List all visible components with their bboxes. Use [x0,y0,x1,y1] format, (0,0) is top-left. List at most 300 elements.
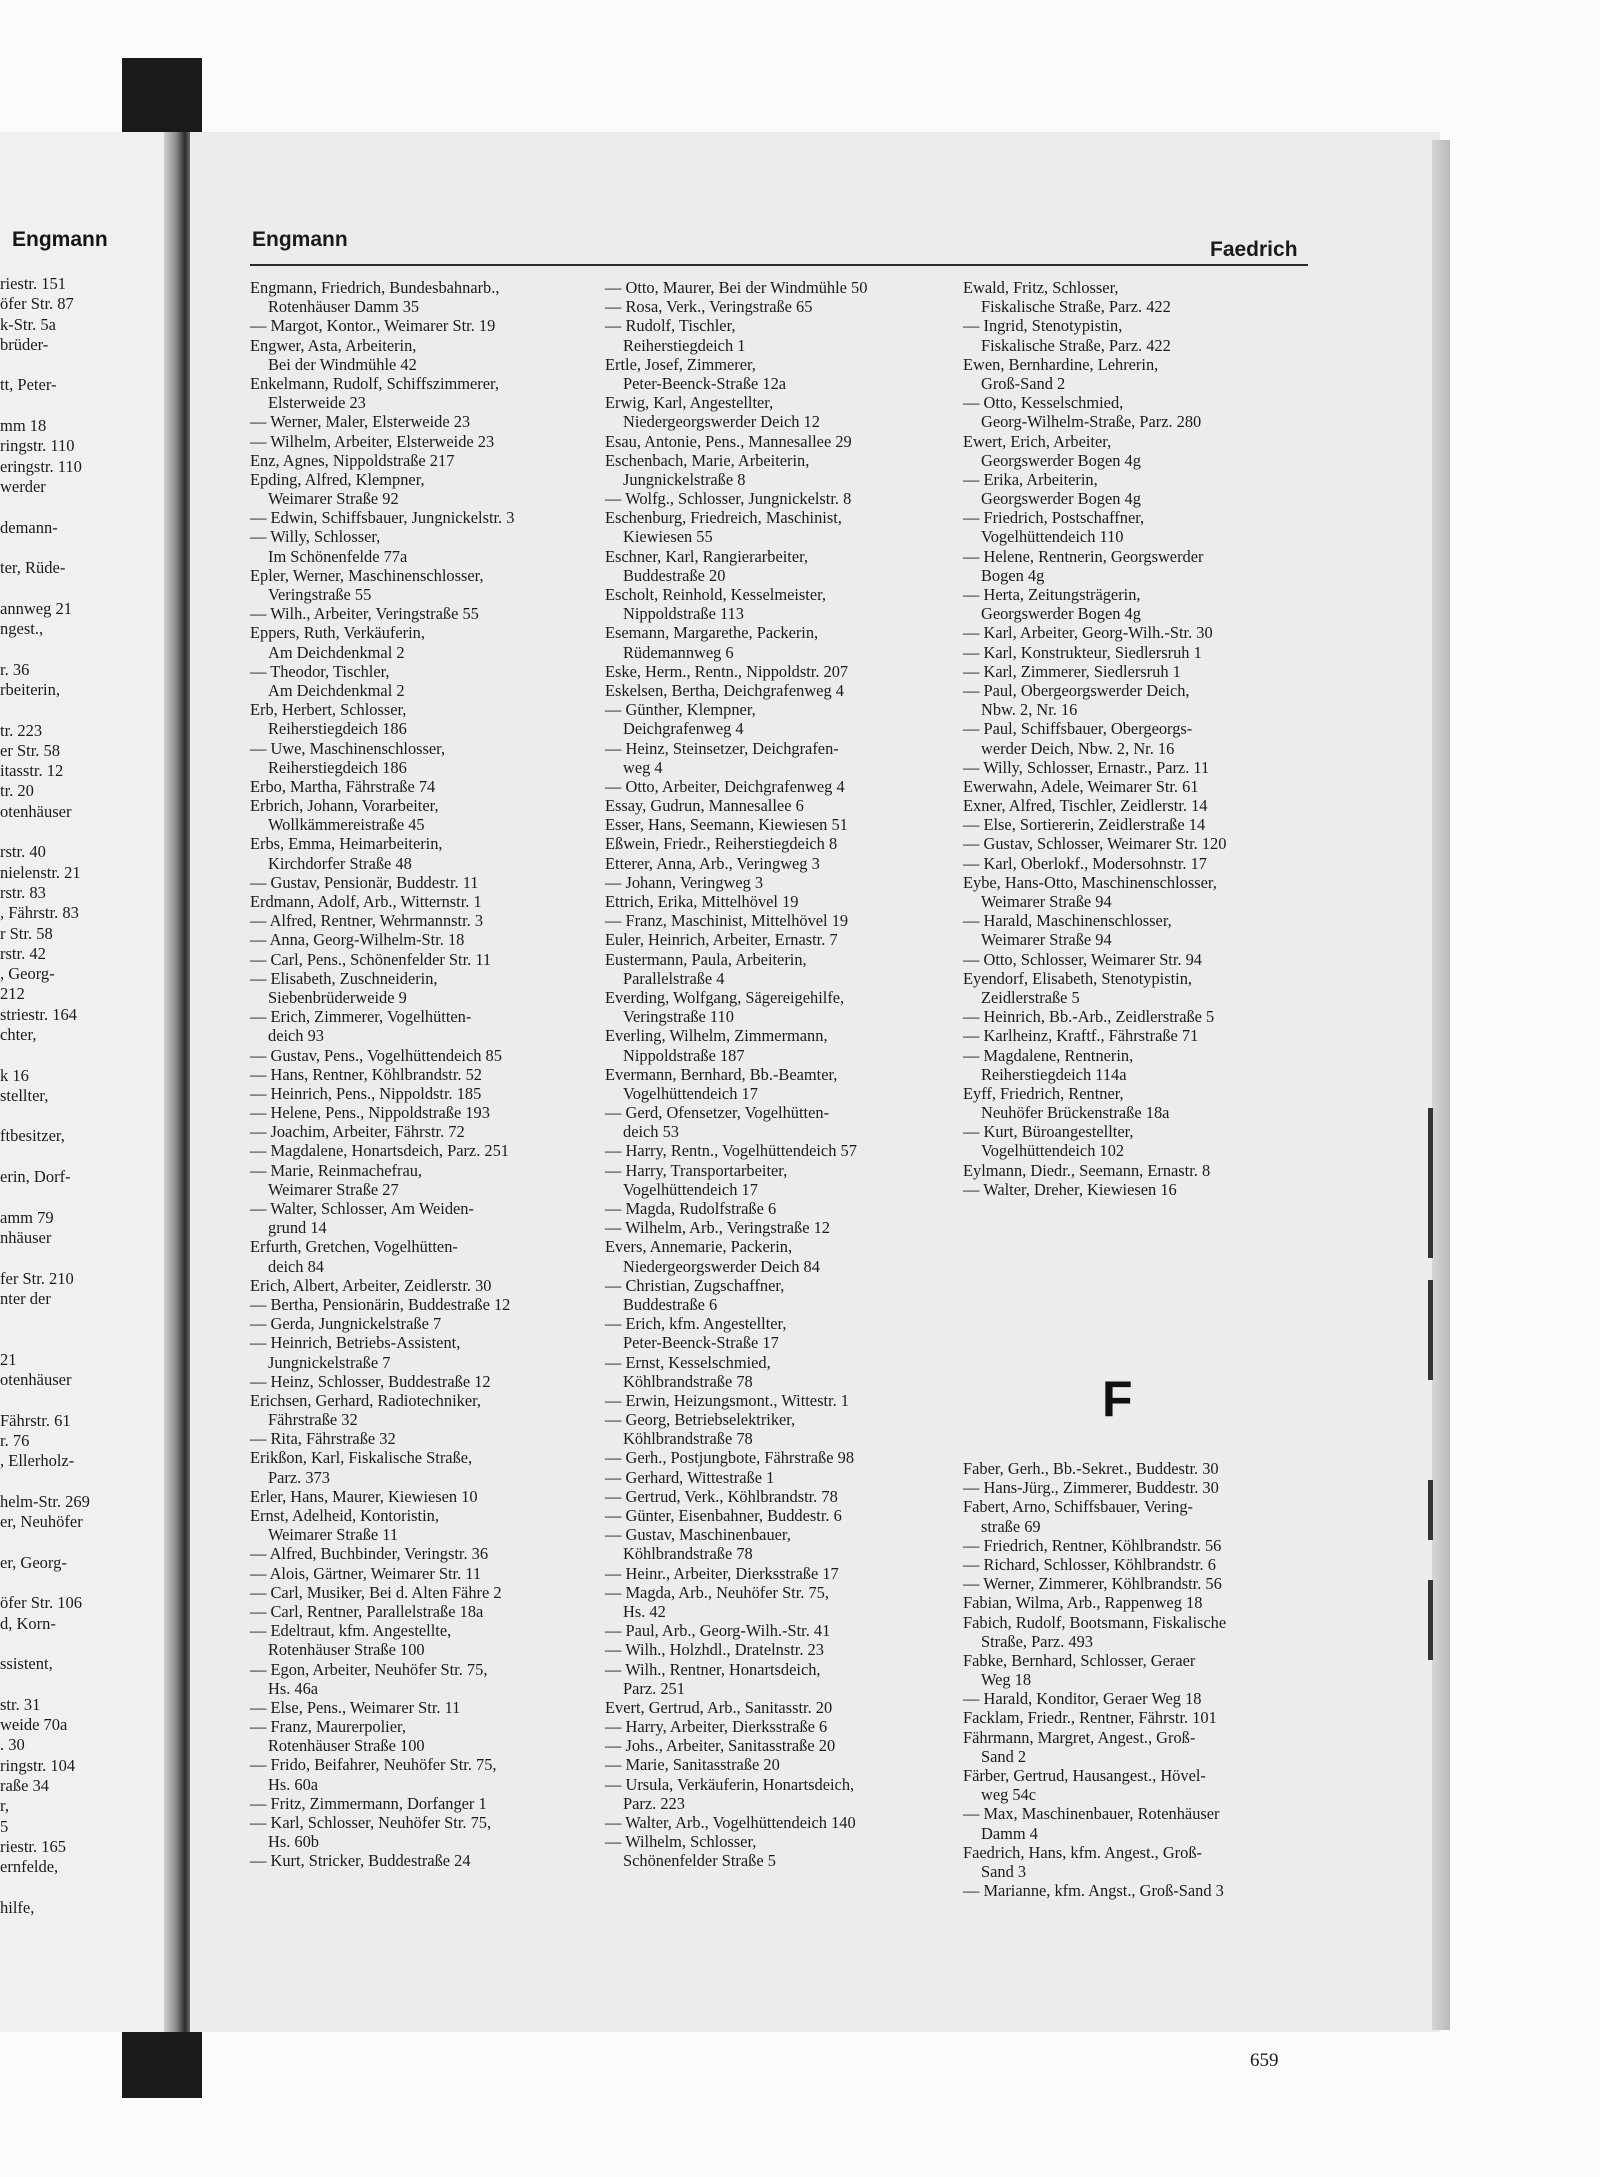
directory-entry: — Richard, Schlosser, Köhlbrandstr. 6 [963,1554,1216,1574]
entry-continuation: Vogelhüttendeich 110 [981,527,1124,547]
entry-continuation: Bei der Windmühle 42 [268,354,417,374]
column-3-e-entries [963,278,1308,1199]
directory-entry: Fabich, Rudolf, Bootsmann, Fiskalische [963,1612,1227,1632]
left-page-entries [0,274,168,1918]
directory-entry: — Gerd, Ofensetzer, Vogelhütten- [605,1103,830,1123]
left-page-line: , Fährstr. 83 [0,903,79,923]
directory-entry: — Alfred, Rentner, Wehrmannstr. 3 [250,911,484,931]
entry-continuation: Schönenfelder Straße 5 [623,1851,776,1871]
left-page-line: str. 31 [0,1694,41,1714]
directory-entry: — Anna, Georg-Wilhelm-Str. 18 [250,930,465,950]
entry-continuation: Bogen 4g [981,565,1045,585]
left-page-line [0,1877,168,1897]
left-page-line: k 16 [0,1065,29,1085]
entry-continuation: Zeidlerstraße 5 [981,987,1080,1007]
left-page-line [0,639,168,659]
entry-continuation: Georgswerder Bogen 4g [981,489,1141,509]
left-page-line: tt, Peter- [0,375,57,395]
directory-entry: — Christian, Zugschaffner, [605,1275,785,1295]
directory-entry: — Willy, Schlosser, Ernastr., Parz. 11 [963,757,1210,777]
left-page-line: hilfe, [0,1897,35,1917]
directory-entry: — Marie, Sanitasstraße 20 [605,1755,780,1775]
header-rule [250,264,1308,266]
left-page-line: , Georg- [0,964,55,984]
entry-continuation: Rotenhäuser Damm 35 [268,297,420,317]
left-page-line [0,1329,168,1349]
directory-entry: — Paul, Schiffsbauer, Obergeorgs- [963,719,1193,739]
entry-continuation: Weimarer Straße 94 [981,930,1112,950]
left-page-line: eringstr. 110 [0,456,82,476]
entry-continuation: Hs. 46a [268,1678,319,1698]
left-page-line [0,1532,168,1552]
entry-continuation: Niedergeorgswerder Deich 84 [623,1256,820,1276]
directory-entry: — Magdalene, Honartsdeich, Parz. 251 [250,1141,509,1161]
directory-entry: — Friedrich, Rentner, Köhlbrandstr. 56 [963,1535,1222,1555]
page-header-left: Engmann [252,228,348,251]
directory-entry: — Karl, Schlosser, Neuhöfer Str. 75, [250,1813,492,1832]
directory-entry: — Hans, Rentner, Köhlbrandstr. 52 [250,1064,482,1084]
left-page-line: annweg 21 [0,598,72,618]
entry-continuation: Rüdemannweg 6 [623,642,734,662]
entry-continuation: Parz. 373 [268,1467,330,1487]
directory-entry: Ettrich, Erika, Mittelhövel 19 [605,892,799,911]
left-page-line [0,578,168,598]
entry-continuation: straße 69 [981,1516,1041,1536]
entry-continuation: werder Deich, Nbw. 2, Nr. 16 [981,738,1175,758]
directory-entry: Erwig, Karl, Angestellter, [605,393,774,413]
directory-entry: Erler, Hans, Maurer, Kiewiesen 10 [250,1486,478,1506]
directory-entry: — Frido, Beifahrer, Neuhöfer Str. 75, [250,1755,497,1775]
directory-entry: — Harry, Rentn., Vogelhüttendeich 57 [605,1141,857,1161]
directory-entry: — Wolfg., Schlosser, Jungnickelstr. 8 [605,489,852,509]
left-page-line: ter, Rüde- [0,558,66,578]
left-page-line: erin, Dorf- [0,1167,71,1187]
left-page-line: nielenstr. 21 [0,862,81,882]
directory-entry: Eschenburg, Friedreich, Maschinist, [605,508,842,528]
entry-continuation: Weimarer Straße 94 [981,892,1112,911]
directory-entry: — Egon, Arbeiter, Neuhöfer Str. 75, [250,1659,488,1679]
directory-entry: — Erika, Arbeiterin, [963,469,1098,489]
left-page-line: rstr. 83 [0,882,46,902]
directory-entry: Escholt, Reinhold, Kesselmeister, [605,585,827,604]
directory-entry: — Karl, Oberlokf., Modersohnstr. 17 [963,853,1208,873]
directory-entry: — Margot, Kontor., Weimarer Str. 19 [250,316,496,336]
directory-entry: — Gustav, Pensionär, Buddestr. 11 [250,872,479,892]
directory-entry: — Else, Sortiererin, Zeidlerstraße 14 [963,815,1206,835]
left-page-line: 5 [0,1816,9,1836]
left-page-line: riestr. 151 [0,274,66,293]
directory-entry: Erfurth, Gretchen, Vogelhütten- [250,1237,458,1257]
directory-entry: Eßwein, Friedr., Reiherstiegdeich 8 [605,834,838,854]
left-page-line: er Str. 58 [0,740,61,760]
left-page-line: ftbesitzer, [0,1126,65,1146]
edge-tab-mark [1428,1108,1433,1258]
entry-continuation: deich 84 [268,1256,324,1276]
left-page-line: riestr. 165 [0,1836,66,1856]
directory-entry: Esemann, Margarethe, Packerin, [605,623,819,643]
directory-entry: Fabke, Bernhard, Schlosser, Geraer [963,1650,1196,1670]
directory-entry: — Wilh., Holzhdl., Dratelnstr. 23 [605,1640,824,1660]
left-page-line: ringstr. 104 [0,1755,76,1775]
directory-entry: — Rudolf, Tischler, [605,316,736,336]
left-page [0,132,172,2032]
directory-entry: Eybe, Hans-Otto, Maschinenschlosser, [963,872,1217,892]
directory-entry: — Werner, Zimmerer, Köhlbrandstr. 56 [963,1574,1222,1594]
entry-continuation: Weimarer Straße 11 [268,1525,399,1545]
directory-entry: Epler, Werner, Maschinenschlosser, [250,565,484,585]
directory-entry: Fabian, Wilma, Arb., Rappenweg 18 [963,1593,1203,1613]
directory-entry: Ewerwahn, Adele, Weimarer Str. 61 [963,776,1199,796]
left-page-line: amm 79 [0,1207,54,1227]
entry-continuation: Georgswerder Bogen 4g [981,604,1141,624]
directory-entry: — Kurt, Stricker, Buddestraße 24 [250,1851,471,1871]
directory-entry: — Otto, Maurer, Bei der Windmühle 50 [605,278,868,297]
directory-entry: Fabert, Arno, Schiffsbauer, Vering- [963,1497,1193,1517]
directory-entry: — Georg, Betriebselektriker, [605,1410,796,1430]
directory-entry: — Willy, Schlosser, [250,527,381,547]
entry-continuation: Weg 18 [981,1670,1032,1690]
directory-entry: Ewen, Bernhardine, Lehrerin, [963,354,1159,374]
column-3-f-entries [963,1459,1308,1900]
directory-entry: — Wilhelm, Arbeiter, Elsterweide 23 [250,431,495,451]
directory-entry: — Theodor, Tischler, [250,661,390,681]
entry-continuation: deich 53 [623,1122,679,1142]
entry-continuation: Hs. 60a [268,1774,319,1794]
directory-entry: — Johs., Arbeiter, Sanitasstraße 20 [605,1736,836,1756]
entry-continuation: Köhlbrandstraße 78 [623,1544,753,1564]
left-page-line: otenhäuser [0,1370,72,1390]
left-page-line [0,1472,168,1492]
directory-entry: Esser, Hans, Seemann, Kiewiesen 51 [605,815,848,835]
entry-continuation: Am Deichdenkmal 2 [268,680,405,700]
directory-entry: — Paul, Obergeorgswerder Deich, [963,680,1190,700]
directory-entry: Eyendorf, Elisabeth, Stenotypistin, [963,968,1192,988]
entry-continuation: Georg-Wilhelm-Straße, Parz. 280 [981,412,1202,432]
directory-entry: Exner, Alfred, Tischler, Zeidlerstr. 14 [963,796,1208,816]
entry-continuation: Hs. 42 [623,1601,666,1621]
directory-entry: — Marianne, kfm. Angst., Groß-Sand 3 [963,1881,1224,1901]
left-page-line [0,1187,168,1207]
entry-continuation: Reiherstiegdeich 186 [268,719,407,739]
left-page-line [0,1634,168,1654]
entry-continuation: Veringstraße 55 [268,585,372,604]
left-page-line [0,1674,168,1694]
directory-entry: — Edwin, Schiffsbauer, Jungnickelstr. 3 [250,508,515,528]
directory-entry: Ertle, Josef, Zimmerer, [605,354,756,374]
entry-continuation: Parz. 251 [623,1678,685,1698]
column-3 [963,278,1308,1199]
column-1 [250,278,600,1871]
entry-continuation: Jungnickelstraße 7 [268,1352,391,1372]
directory-entry: — Ursula, Verkäuferin, Honartsdeich, [605,1774,855,1794]
left-page-line: r, [0,1796,9,1816]
entry-continuation: Buddestraße 20 [623,565,726,585]
edge-tab-mark [1428,1580,1433,1660]
entry-continuation: Rotenhäuser Straße 100 [268,1640,425,1660]
left-page-line: ringstr. 110 [0,436,75,456]
left-page-line: ngest., [0,619,44,639]
directory-entry: — Joachim, Arbeiter, Fährstr. 72 [250,1122,465,1142]
directory-entry: Engmann, Friedrich, Bundesbahnarb., [250,278,500,297]
left-page-line: tr. 20 [0,781,34,801]
left-page-line: rstr. 42 [0,943,46,963]
directory-entry: Eschenbach, Marie, Arbeiterin, [605,450,810,470]
left-page-line [0,1309,168,1329]
directory-entry: — Wilh., Rentner, Honartsdeich, [605,1659,821,1679]
entry-continuation: Weimarer Straße 92 [268,489,399,509]
column-2 [605,278,951,1871]
entry-continuation: Vogelhüttendeich 102 [981,1141,1125,1161]
entry-continuation: Wollkämmereistraße 45 [268,815,425,835]
directory-entry: Epding, Alfred, Klempner, [250,469,425,489]
entry-continuation: Köhlbrandstraße 78 [623,1429,753,1449]
entry-continuation: Rotenhäuser Straße 100 [268,1736,425,1756]
directory-entry: Etterer, Anna, Arb., Veringweg 3 [605,853,820,873]
entry-continuation: Siebenbrüderweide 9 [268,987,407,1007]
directory-entry: — Helene, Rentnerin, Georgswerder [963,546,1204,566]
directory-entry: — Heinrich, Pens., Nippoldstr. 185 [250,1083,482,1103]
entry-continuation: Weimarer Straße 27 [268,1179,399,1199]
entry-continuation: Vogelhüttendeich 17 [623,1179,758,1199]
left-page-line: ssistent, [0,1654,53,1674]
directory-entry: Euler, Heinrich, Arbeiter, Ernastr. 7 [605,930,838,950]
left-page-line: fer Str. 210 [0,1268,74,1288]
directory-entry: — Franz, Maurerpolier, [250,1717,406,1737]
directory-entry: — Walter, Dreher, Kiewiesen 16 [963,1179,1177,1199]
entry-continuation: weg 54c [981,1785,1037,1805]
directory-entry: Evert, Gertrud, Arb., Sanitasstr. 20 [605,1697,833,1717]
directory-entry: Eppers, Ruth, Verkäuferin, [250,623,425,643]
directory-entry: — Wilh., Arbeiter, Veringstraße 55 [250,604,479,624]
entry-continuation: Elsterweide 23 [268,393,366,413]
left-page-line: Fährstr. 61 [0,1410,71,1430]
directory-entry: Eylmann, Diedr., Seemann, Ernastr. 8 [963,1160,1211,1180]
entry-continuation: Veringstraße 110 [623,1007,734,1027]
directory-entry: — Karl, Arbeiter, Georg-Wilh.-Str. 30 [963,623,1213,643]
directory-entry: — Heinz, Steinsetzer, Deichgrafen- [605,738,839,758]
left-page-line: r Str. 58 [0,923,53,943]
edge-tab-mark [1428,1280,1433,1380]
directory-entry: — Werner, Maler, Elsterweide 23 [250,412,471,432]
directory-entry: — Franz, Maschinist, Mittelhövel 19 [605,911,849,931]
left-page-line: rbeiterin, [0,679,61,699]
entry-continuation: Parallelstraße 4 [623,968,725,988]
left-page-line: werder [0,476,46,496]
directory-entry: — Johann, Veringweg 3 [605,872,764,892]
directory-entry: Facklam, Friedr., Rentner, Fährstr. 101 [963,1708,1217,1728]
left-page-line: 21 [0,1349,17,1369]
entry-continuation: Buddestraße 6 [623,1294,718,1314]
left-page-header: Engmann [12,228,108,251]
left-page-line: brüder- [0,334,49,354]
left-page-line: striestr. 164 [0,1004,77,1024]
directory-entry: — Gerda, Jungnickelstraße 7 [250,1314,442,1334]
directory-entry: — Walter, Schlosser, Am Weiden- [250,1199,474,1218]
directory-entry: — Fritz, Zimmermann, Dorfanger 1 [250,1793,487,1813]
directory-entry: — Günther, Klempner, [605,700,756,720]
entry-continuation: Nbw. 2, Nr. 16 [981,700,1078,720]
directory-entry: Erich, Albert, Arbeiter, Zeidlerstr. 30 [250,1275,492,1295]
entry-continuation: Im Schönenfelde 77a [268,546,408,566]
directory-entry: Eschner, Karl, Rangierarbeiter, [605,546,809,566]
directory-entry: — Helene, Pens., Nippoldstraße 193 [250,1103,490,1123]
directory-entry: — Otto, Arbeiter, Deichgrafenweg 4 [605,776,845,796]
section-letter: F [1102,1371,1133,1427]
left-page-line: öfer Str. 106 [0,1593,83,1613]
left-page-line: nhäuser [0,1227,52,1247]
directory-entry: — Alois, Gärtner, Weimarer Str. 11 [250,1563,482,1583]
directory-entry: — Paul, Arb., Georg-Wilh.-Str. 41 [605,1621,831,1641]
directory-entry: Ernst, Adelheid, Kontoristin, [250,1506,439,1525]
directory-entry: — Heinrich, Betriebs-Assistent, [250,1333,461,1353]
entry-continuation: Jungnickelstraße 8 [623,469,746,489]
entry-continuation: Peter-Beenck-Straße 17 [623,1333,779,1353]
left-page-line: itasstr. 12 [0,761,64,781]
directory-entry: — Rosa, Verk., Veringstraße 65 [605,297,813,317]
directory-entry: — Otto, Schlosser, Weimarer Str. 94 [963,949,1202,969]
entry-continuation: Fährstraße 32 [268,1410,358,1430]
directory-entry: — Ingrid, Stenotypistin, [963,316,1123,336]
entry-continuation: Reiherstiegdeich 114a [981,1064,1127,1084]
directory-entry: — Erwin, Heizungsmont., Wittestr. 1 [605,1390,849,1410]
left-page-line [0,1147,168,1167]
directory-entry: — Harald, Maschinenschlosser, [963,911,1172,931]
directory-entry: — Wilhelm, Schlosser, [605,1832,757,1852]
directory-entry: Eskelsen, Bertha, Deichgrafenweg 4 [605,680,844,700]
page-number: 659 [1250,2050,1279,2071]
directory-entry: — Harald, Konditor, Geraer Weg 18 [963,1689,1202,1709]
left-page-line: . 30 [0,1735,25,1755]
left-page-line: chter, [0,1024,37,1044]
entry-continuation: Fiskalische Straße, Parz. 422 [981,297,1171,317]
left-page-line [0,497,168,517]
left-page-line: demann- [0,517,58,537]
directory-entry: Färber, Gertrud, Hausangest., Hövel- [963,1766,1206,1785]
directory-entry: — Gustav, Pens., Vogelhüttendeich 85 [250,1045,502,1065]
entry-continuation: Kiewiesen 55 [623,527,713,547]
page-edge [1432,140,1450,2030]
directory-entry: — Heinz, Schlosser, Buddestraße 12 [250,1371,491,1391]
left-page-line [0,538,168,558]
entry-continuation: Straße, Parz. 493 [981,1631,1093,1651]
left-page-line: 212 [0,984,25,1004]
directory-entry: Everding, Wolfgang, Sägereigehilfe, [605,987,845,1007]
entry-continuation: weg 4 [623,757,663,777]
left-page-line: öfer Str. 87 [0,294,74,314]
directory-entry: Enz, Agnes, Nippoldstraße 217 [250,450,455,470]
directory-entry: — Carl, Rentner, Parallelstraße 18a [250,1601,484,1621]
directory-entry: — Gustav, Maschinenbauer, [605,1525,791,1545]
left-page-line: rstr. 40 [0,842,46,862]
entry-continuation: Groß-Sand 2 [981,373,1066,393]
directory-entry: Engwer, Asta, Arbeiterin, [250,335,417,355]
left-page-line: , Ellerholz- [0,1451,75,1471]
page-header-right: Faedrich [1210,238,1298,261]
directory-entry: — Erich, Zimmerer, Vogelhütten- [250,1007,472,1027]
entry-continuation: Neuhöfer Brückenstraße 18a [981,1103,1170,1123]
entry-continuation: Nippoldstraße 113 [623,604,744,624]
directory-entry: — Else, Pens., Weimarer Str. 11 [250,1697,461,1717]
entry-continuation: Hs. 60b [268,1832,319,1852]
left-page-line: er, Neuhöfer [0,1512,83,1532]
directory-entry: — Harry, Arbeiter, Dierksstraße 6 [605,1717,828,1737]
entry-continuation: Deichgrafenweg 4 [623,719,744,739]
directory-entry: — Marie, Reinmachefrau, [250,1160,423,1180]
entry-continuation: Fiskalische Straße, Parz. 422 [981,335,1171,355]
directory-entry: — Magdalene, Rentnerin, [963,1045,1134,1065]
directory-entry: Everling, Wilhelm, Zimmermann, [605,1026,828,1046]
directory-entry: Evermann, Bernhard, Bb.-Beamter, [605,1064,838,1084]
directory-entry: — Gerhard, Wittestraße 1 [605,1467,775,1487]
directory-entry: — Carl, Pens., Schönenfelder Str. 11 [250,949,492,969]
directory-entry: Ewald, Fritz, Schlosser, [963,278,1119,297]
left-page-line [0,396,168,416]
directory-entry: — Wilhelm, Arb., Veringstraße 12 [605,1218,830,1238]
directory-entry: — Carl, Musiker, Bei d. Alten Fähre 2 [250,1582,502,1602]
directory-entry: — Magda, Rudolfstraße 6 [605,1199,777,1218]
directory-entry: Ewert, Erich, Arbeiter, [963,431,1112,451]
directory-entry: — Otto, Kesselschmied, [963,393,1124,413]
directory-entry: Essay, Gudrun, Mannesallee 6 [605,796,804,816]
entry-continuation: Nippoldstraße 187 [623,1045,745,1065]
directory-entry: — Herta, Zeitungsträgerin, [963,585,1141,604]
edge-tab-mark [1428,1480,1433,1540]
left-page-line: er, Georg- [0,1552,67,1572]
directory-entry: Fährmann, Margret, Angest., Groß- [963,1727,1196,1747]
left-page-line [0,1390,168,1410]
directory-entry: Erbs, Emma, Heimarbeiterin, [250,834,443,854]
left-page-line: stellter, [0,1085,49,1105]
directory-entry: — Karl, Konstrukteur, Siedlersruh 1 [963,642,1202,662]
left-page-line: nter der [0,1288,51,1308]
directory-entry: — Gerh., Postjungbote, Fährstraße 98 [605,1448,855,1468]
left-page-line [0,355,168,375]
directory-entry: Evers, Annemarie, Packerin, [605,1237,793,1257]
left-page-line: helm-Str. 269 [0,1491,90,1511]
directory-entry: — Harry, Transportarbeiter, [605,1160,788,1180]
left-page-line: d, Korn- [0,1613,56,1633]
entry-continuation: deich 93 [268,1026,324,1046]
directory-entry: — Gertrud, Verk., Köhlbrandstr. 78 [605,1486,838,1506]
directory-entry: Erichsen, Gerhard, Radiotechniker, [250,1390,481,1410]
directory-entry: — Walter, Arb., Vogelhüttendeich 140 [605,1813,856,1832]
directory-entry: — Heinrich, Bb.-Arb., Zeidlerstraße 5 [963,1007,1215,1027]
directory-entry: Faedrich, Hans, kfm. Angest., Groß- [963,1842,1202,1862]
directory-entry: — Heinr., Arbeiter, Dierksstraße 17 [605,1563,839,1583]
directory-entry: — Karl, Zimmerer, Siedlersruh 1 [963,661,1181,681]
left-page-line: otenhäuser [0,801,72,821]
entry-continuation: Am Deichdenkmal 2 [268,642,405,662]
directory-entry: — Edeltraut, kfm. Angestellte, [250,1621,452,1641]
directory-entry: — Kurt, Büroangestellter, [963,1122,1134,1142]
directory-entry: — Gustav, Schlosser, Weimarer Str. 120 [963,834,1227,854]
entry-continuation: Köhlbrandstraße 78 [623,1371,753,1391]
directory-entry: Eyff, Friedrich, Rentner, [963,1083,1124,1103]
left-page-line: weide 70a [0,1715,68,1735]
left-page-line: r. 76 [0,1430,30,1450]
left-page-line: mm 18 [0,416,47,436]
directory-entry: — Rita, Fährstraße 32 [250,1429,396,1449]
entry-continuation: Peter-Beenck-Straße 12a [623,373,787,393]
directory-entry: — Uwe, Maschinenschlosser, [250,738,446,758]
directory-entry: — Max, Maschinenbauer, Rotenhäuser [963,1804,1220,1824]
directory-entry: Erb, Herbert, Schlosser, [250,700,407,720]
directory-entry: Eustermann, Paula, Arbeiterin, [605,949,807,969]
directory-page [190,132,1440,2071]
directory-entry: — Alfred, Buchbinder, Veringstr. 36 [250,1544,489,1564]
directory-entry: — Bertha, Pensionärin, Buddestraße 12 [250,1294,511,1314]
directory-entry: — Günter, Eisenbahner, Buddestr. 6 [605,1506,842,1525]
